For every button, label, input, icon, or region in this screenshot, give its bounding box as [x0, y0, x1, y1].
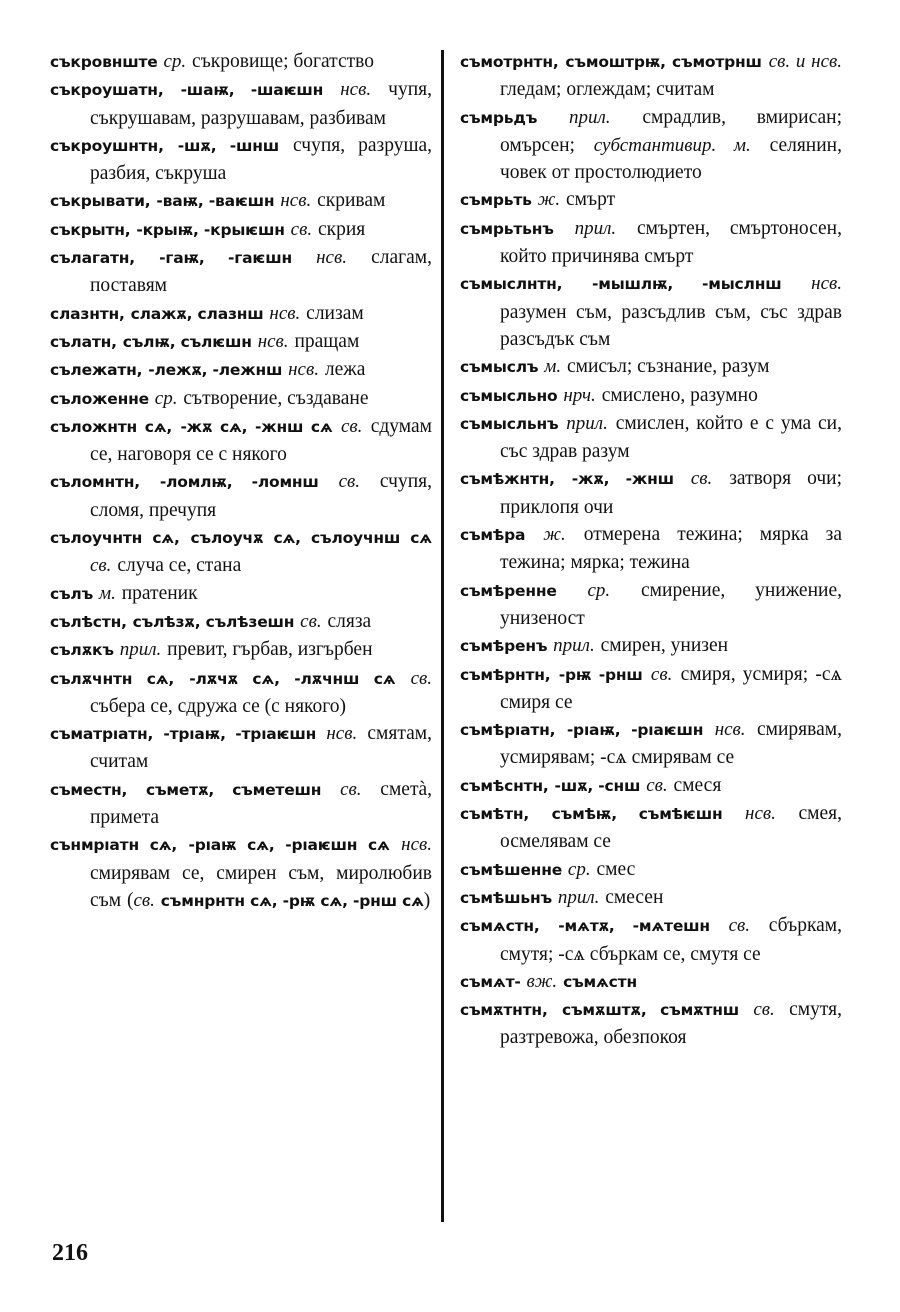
- headword: съмѣрнтн,: [460, 665, 551, 684]
- inflected-forms: -рıаѭ сѧ, -рıаѥшн сѧ: [188, 836, 390, 855]
- definition: счупя, разруша, разбия, съкруша: [90, 134, 433, 185]
- grammar-label: м.: [544, 356, 562, 378]
- definition: смърт: [566, 189, 616, 211]
- headword: сълѣстн,: [50, 612, 127, 631]
- inflected-forms: -жѫ, -жнш: [571, 470, 674, 489]
- definition: лежа: [324, 359, 366, 381]
- headword: съмѣренъ: [460, 637, 548, 656]
- inflected-forms: сълѣзѫ, сълѣзешн: [132, 612, 295, 631]
- headword: съмѣшьнъ: [460, 888, 552, 907]
- definition: затворя очи; приклопя очи: [500, 468, 842, 518]
- headword: съмысльно: [460, 386, 558, 405]
- definition: смиря, усмиря; -сѧ смиря се: [500, 663, 842, 713]
- headword: съмыслъ: [460, 358, 539, 377]
- dictionary-entry: [50, 300, 432, 328]
- definition: сляза: [327, 610, 372, 632]
- dictionary-entry: [50, 356, 432, 384]
- dictionary-entry: [50, 216, 432, 244]
- headword: съмрьть: [460, 191, 532, 210]
- grammar-label: нсв.: [257, 330, 289, 352]
- inflected-forms: -мышлѭ, -мыслнш: [592, 275, 782, 294]
- grammar-label: ср.: [154, 387, 178, 409]
- grammar-label: св.: [753, 999, 775, 1021]
- inflected-forms: съметѫ, съметешн: [145, 780, 322, 799]
- inflected-forms: съмѣѭ, съмѣѥшн: [551, 805, 723, 824]
- right-column: [460, 48, 842, 1052]
- grammar-label: св.: [728, 915, 751, 937]
- headword: съкровнште: [50, 53, 158, 71]
- definition: събера се, сдружа се (с някого): [90, 695, 347, 717]
- headword: сълежатн,: [50, 361, 143, 380]
- definition: смирявам, усмирявам; -сѧ смирявам се: [500, 719, 842, 769]
- grammar-label: прил.: [553, 635, 595, 657]
- inflected-forms: слажѫ, слазнш: [130, 304, 264, 323]
- headword: сълатн,: [50, 332, 117, 351]
- inflected-forms: -гаѭ, -гаѥшн: [159, 249, 292, 268]
- headword: съмѧстн,: [460, 917, 540, 936]
- headword: съмѧт-: [460, 972, 521, 991]
- dictionary-entry: [460, 632, 842, 660]
- grammar-label: ж.: [537, 189, 561, 211]
- dictionary-entry: [50, 187, 432, 215]
- headword: съложнтн сѧ,: [50, 417, 173, 436]
- grammar-label: ср.: [163, 51, 187, 72]
- definition: сътворение, създаване: [183, 387, 369, 409]
- dictionary-entry: [460, 521, 842, 577]
- definition: смъртен, смъртоносен, който причинява смърт: [500, 217, 842, 268]
- dictionary-entry: [50, 244, 432, 300]
- headword: съмыслнтн,: [460, 275, 563, 294]
- definition: слизам: [306, 302, 364, 324]
- inflected-forms: сълѭ, сълѥшн: [122, 332, 252, 351]
- dictionary-entry: [460, 996, 842, 1052]
- headword: съматрıатн,: [50, 725, 154, 744]
- left-column: [50, 48, 432, 915]
- grammar-label: прил.: [566, 412, 608, 434]
- dictionary-entry: [460, 465, 842, 521]
- definition: слагам, поставям: [90, 247, 432, 297]
- headword: съломнтн,: [50, 473, 140, 492]
- grammar-label: нсв.: [745, 803, 776, 825]
- dictionary-entry: [460, 884, 842, 912]
- definition: случа се, стана: [117, 555, 242, 577]
- grammar-label: прил.: [574, 217, 617, 239]
- dictionary-entry: [50, 720, 432, 776]
- headword: съмѣрıатн,: [460, 721, 556, 740]
- paren-close: ): [423, 889, 431, 911]
- grammar-label: нсв.: [326, 723, 358, 745]
- dictionary-entry: [50, 413, 432, 469]
- definition: смятам, считам: [90, 723, 432, 773]
- definition: смисъл; съзнание, разум: [566, 356, 770, 378]
- cross-reference-forms: съмнрнтн сѧ, -рѭ сѧ, -рнш сѧ: [160, 891, 424, 910]
- definition: скривам: [317, 190, 386, 212]
- inflected-forms: сълоучѫ сѧ, сълоучнш сѧ: [190, 529, 432, 548]
- dictionary-entry: [460, 661, 842, 717]
- definition: смея, осмелявам се: [500, 803, 842, 853]
- headword: съмѣренне: [460, 581, 557, 600]
- dictionary-entry: [50, 831, 432, 915]
- headword: съмѣра: [460, 526, 526, 545]
- dictionary-entry: [460, 382, 842, 410]
- grammar-label: прил.: [557, 886, 600, 908]
- dictionary-entry: [460, 968, 842, 996]
- grammar-label: нсв.: [811, 273, 842, 295]
- definition: гледам; оглеждам; считам: [500, 79, 715, 101]
- dictionary-entry: [460, 856, 842, 884]
- definition: сдумам се, наговоря се с някого: [90, 415, 432, 466]
- definition: смирявам се, смирен съм, миролюбив съм: [90, 862, 432, 911]
- headword: съмрьтьнъ: [460, 219, 554, 238]
- headword: съместн,: [50, 780, 128, 799]
- dictionary-entry: [50, 665, 432, 721]
- inflected-forms: -лежѫ, -лежнш: [148, 361, 283, 380]
- definition: смес: [596, 858, 636, 880]
- grammar-label: субстантивир. м.: [593, 134, 751, 156]
- inflected-forms: -крыѭ, -крыѥшн: [136, 220, 285, 239]
- grammar-label: прил.: [119, 639, 162, 661]
- headword: сълоучнтн сѧ,: [50, 529, 180, 548]
- dictionary-entry: [50, 524, 432, 580]
- definition: разумен съм, разсъдлив съм, със здрав разсъдък съм: [500, 301, 842, 350]
- grammar-label: нсв.: [280, 190, 312, 212]
- headword: съмѣжнтн,: [460, 470, 555, 489]
- dictionary-entry: [460, 186, 842, 214]
- inflected-forms: -мѧтѫ, -мѧтешн: [558, 917, 710, 936]
- definition: смрадлив, вмирисан; омърсен;: [500, 106, 842, 156]
- column-divider: [441, 50, 444, 1222]
- dictionary-entry: [460, 772, 842, 800]
- inflected-forms: -ваѭ, -ваѥшн: [156, 192, 275, 211]
- definition: пращам: [294, 330, 360, 352]
- headword: съкрывати,: [50, 192, 151, 211]
- headword: съмѣшенне: [460, 860, 563, 879]
- dictionary-entry: [50, 580, 432, 608]
- grammar-label: св.: [340, 778, 362, 800]
- definition: селянин, човек от простолюдието: [500, 134, 842, 184]
- inflected-forms: -ломлѭ, -ломнш: [159, 473, 319, 492]
- headword: съкрытн,: [50, 220, 131, 239]
- grammar-label: св.: [340, 415, 363, 437]
- inflected-forms: -жѫ сѧ, -жнш сѧ: [180, 417, 333, 436]
- dictionary-entry: [460, 912, 842, 968]
- definition: смирен, унизен: [600, 635, 729, 657]
- headword: сълѫчнтн сѧ,: [50, 669, 175, 688]
- grammar-label: св.: [290, 218, 313, 240]
- grammar-label: св.: [338, 471, 361, 493]
- grammar-label: св.: [690, 468, 713, 490]
- definition: скрия: [317, 218, 366, 240]
- definition: отмерена тежина; мярка за тежина; мярка; тежина: [500, 524, 842, 574]
- definition: смутя, разтревожа, обезпокоя: [500, 999, 842, 1049]
- inflected-forms: съмоштрѭ, съмотрнш: [565, 53, 762, 71]
- dictionary-entry: [460, 353, 842, 381]
- inflected-forms: -рıаѭ, -рıаѥшн: [566, 721, 704, 740]
- page-number: 216: [52, 1240, 88, 1266]
- grammar-label: св.: [300, 610, 322, 632]
- grammar-label: нрч.: [563, 384, 596, 406]
- inflected-forms: -шѫ, -шнш: [177, 136, 279, 155]
- headword: сълагатн,: [50, 249, 135, 268]
- grammar-label: св.: [90, 555, 112, 577]
- headword: съкроушатн,: [50, 81, 164, 100]
- inflected-forms: -лѫчѫ сѧ, -лѫчнш сѧ: [189, 669, 396, 688]
- dictionary-entry: [50, 132, 432, 188]
- headword: съмотрнтн,: [460, 53, 559, 71]
- dictionary-entry: [50, 776, 432, 832]
- grammar-label: св.: [646, 774, 668, 796]
- dictionary-entry: [50, 385, 432, 413]
- definition: счупя, сломя, пречупя: [90, 471, 432, 521]
- dictionary-entry: [50, 48, 432, 76]
- grammar-label: нсв.: [340, 79, 372, 101]
- headword: съложенне: [50, 389, 149, 408]
- dictionary-entry: [460, 800, 842, 856]
- headword: съмысльнъ: [460, 414, 559, 433]
- dictionary-entry: [50, 76, 432, 132]
- headword: съкроушнтн,: [50, 136, 164, 155]
- grammar-label: нсв.: [401, 834, 433, 856]
- dictionary-entry: [50, 636, 432, 664]
- inflected-forms: -шѫ, -снш: [554, 776, 641, 795]
- dictionary-entry: [50, 328, 432, 356]
- definition: сметà, примета: [90, 778, 432, 829]
- definition: смеся: [673, 774, 722, 796]
- definition: сбъркам, смутя; -сѧ сбъркам се, смутя се: [500, 915, 842, 965]
- dictionary-entry: [460, 215, 842, 271]
- grammar-label: св.: [650, 663, 673, 685]
- inflected-forms: -рѭ -рнш: [558, 665, 643, 684]
- headword: сълѫкъ: [50, 641, 114, 660]
- grammar-label: св.: [410, 667, 432, 689]
- grammar-label: ср.: [567, 858, 591, 880]
- dictionary-entry: [460, 270, 842, 353]
- grammar-label: нсв.: [316, 247, 347, 269]
- headword: съмѣтн,: [460, 805, 530, 824]
- definition: смислено, разумно: [601, 384, 758, 406]
- definition: съкровище; богатство: [192, 51, 374, 72]
- definition: смесен: [605, 886, 664, 908]
- grammar-label: ср.: [587, 579, 611, 601]
- dictionary-entry: [460, 716, 842, 772]
- headword: съмѣснтн,: [460, 776, 549, 795]
- dictionary-entry: [50, 608, 432, 636]
- headword: съмѫтнтн,: [460, 1001, 548, 1020]
- grammar-label: ж.: [543, 524, 566, 546]
- definition: превит, гърбав, изгърбен: [167, 639, 373, 661]
- grammar-label: нсв.: [714, 719, 746, 741]
- cross-reference: съмѧстн: [563, 972, 637, 991]
- grammar-label: прил.: [569, 106, 611, 128]
- dictionary-entry: [50, 468, 432, 524]
- definition: смирение, унижение, унизеност: [500, 579, 842, 629]
- inflected-forms: -трıаѭ, -трıаѥшн: [163, 725, 317, 744]
- definition: чупя, съкрушавам, разрушавам, разбивам: [90, 79, 432, 129]
- grammar-label: нсв.: [288, 359, 319, 381]
- headword: слазнтн,: [50, 304, 125, 323]
- inflected-forms: съмѫштѫ, съмѫтнш: [561, 1001, 740, 1020]
- paren-open: (: [126, 889, 134, 911]
- headword: съмрьдъ: [460, 108, 538, 127]
- inflected-forms: -шаѭ, -шаѥшн: [180, 81, 324, 100]
- grammar-label: м.: [98, 582, 116, 604]
- definition: пратеник: [121, 582, 198, 604]
- dictionary-entry: [460, 104, 842, 187]
- grammar-label: нсв.: [269, 302, 301, 324]
- headword: сълъ: [50, 584, 94, 603]
- dictionary-entry: [460, 410, 842, 466]
- dictionary-entry: [460, 577, 842, 633]
- grammar-label: св. и нсв.: [768, 51, 842, 72]
- definition: смислен, който е с ума си, със здрав разум: [500, 412, 842, 463]
- grammar-label: вж.: [526, 970, 558, 992]
- dictionary-entry: [460, 48, 842, 104]
- headword: сънмрıатн сѧ,: [50, 836, 178, 855]
- grammar-label: св.: [133, 889, 155, 911]
